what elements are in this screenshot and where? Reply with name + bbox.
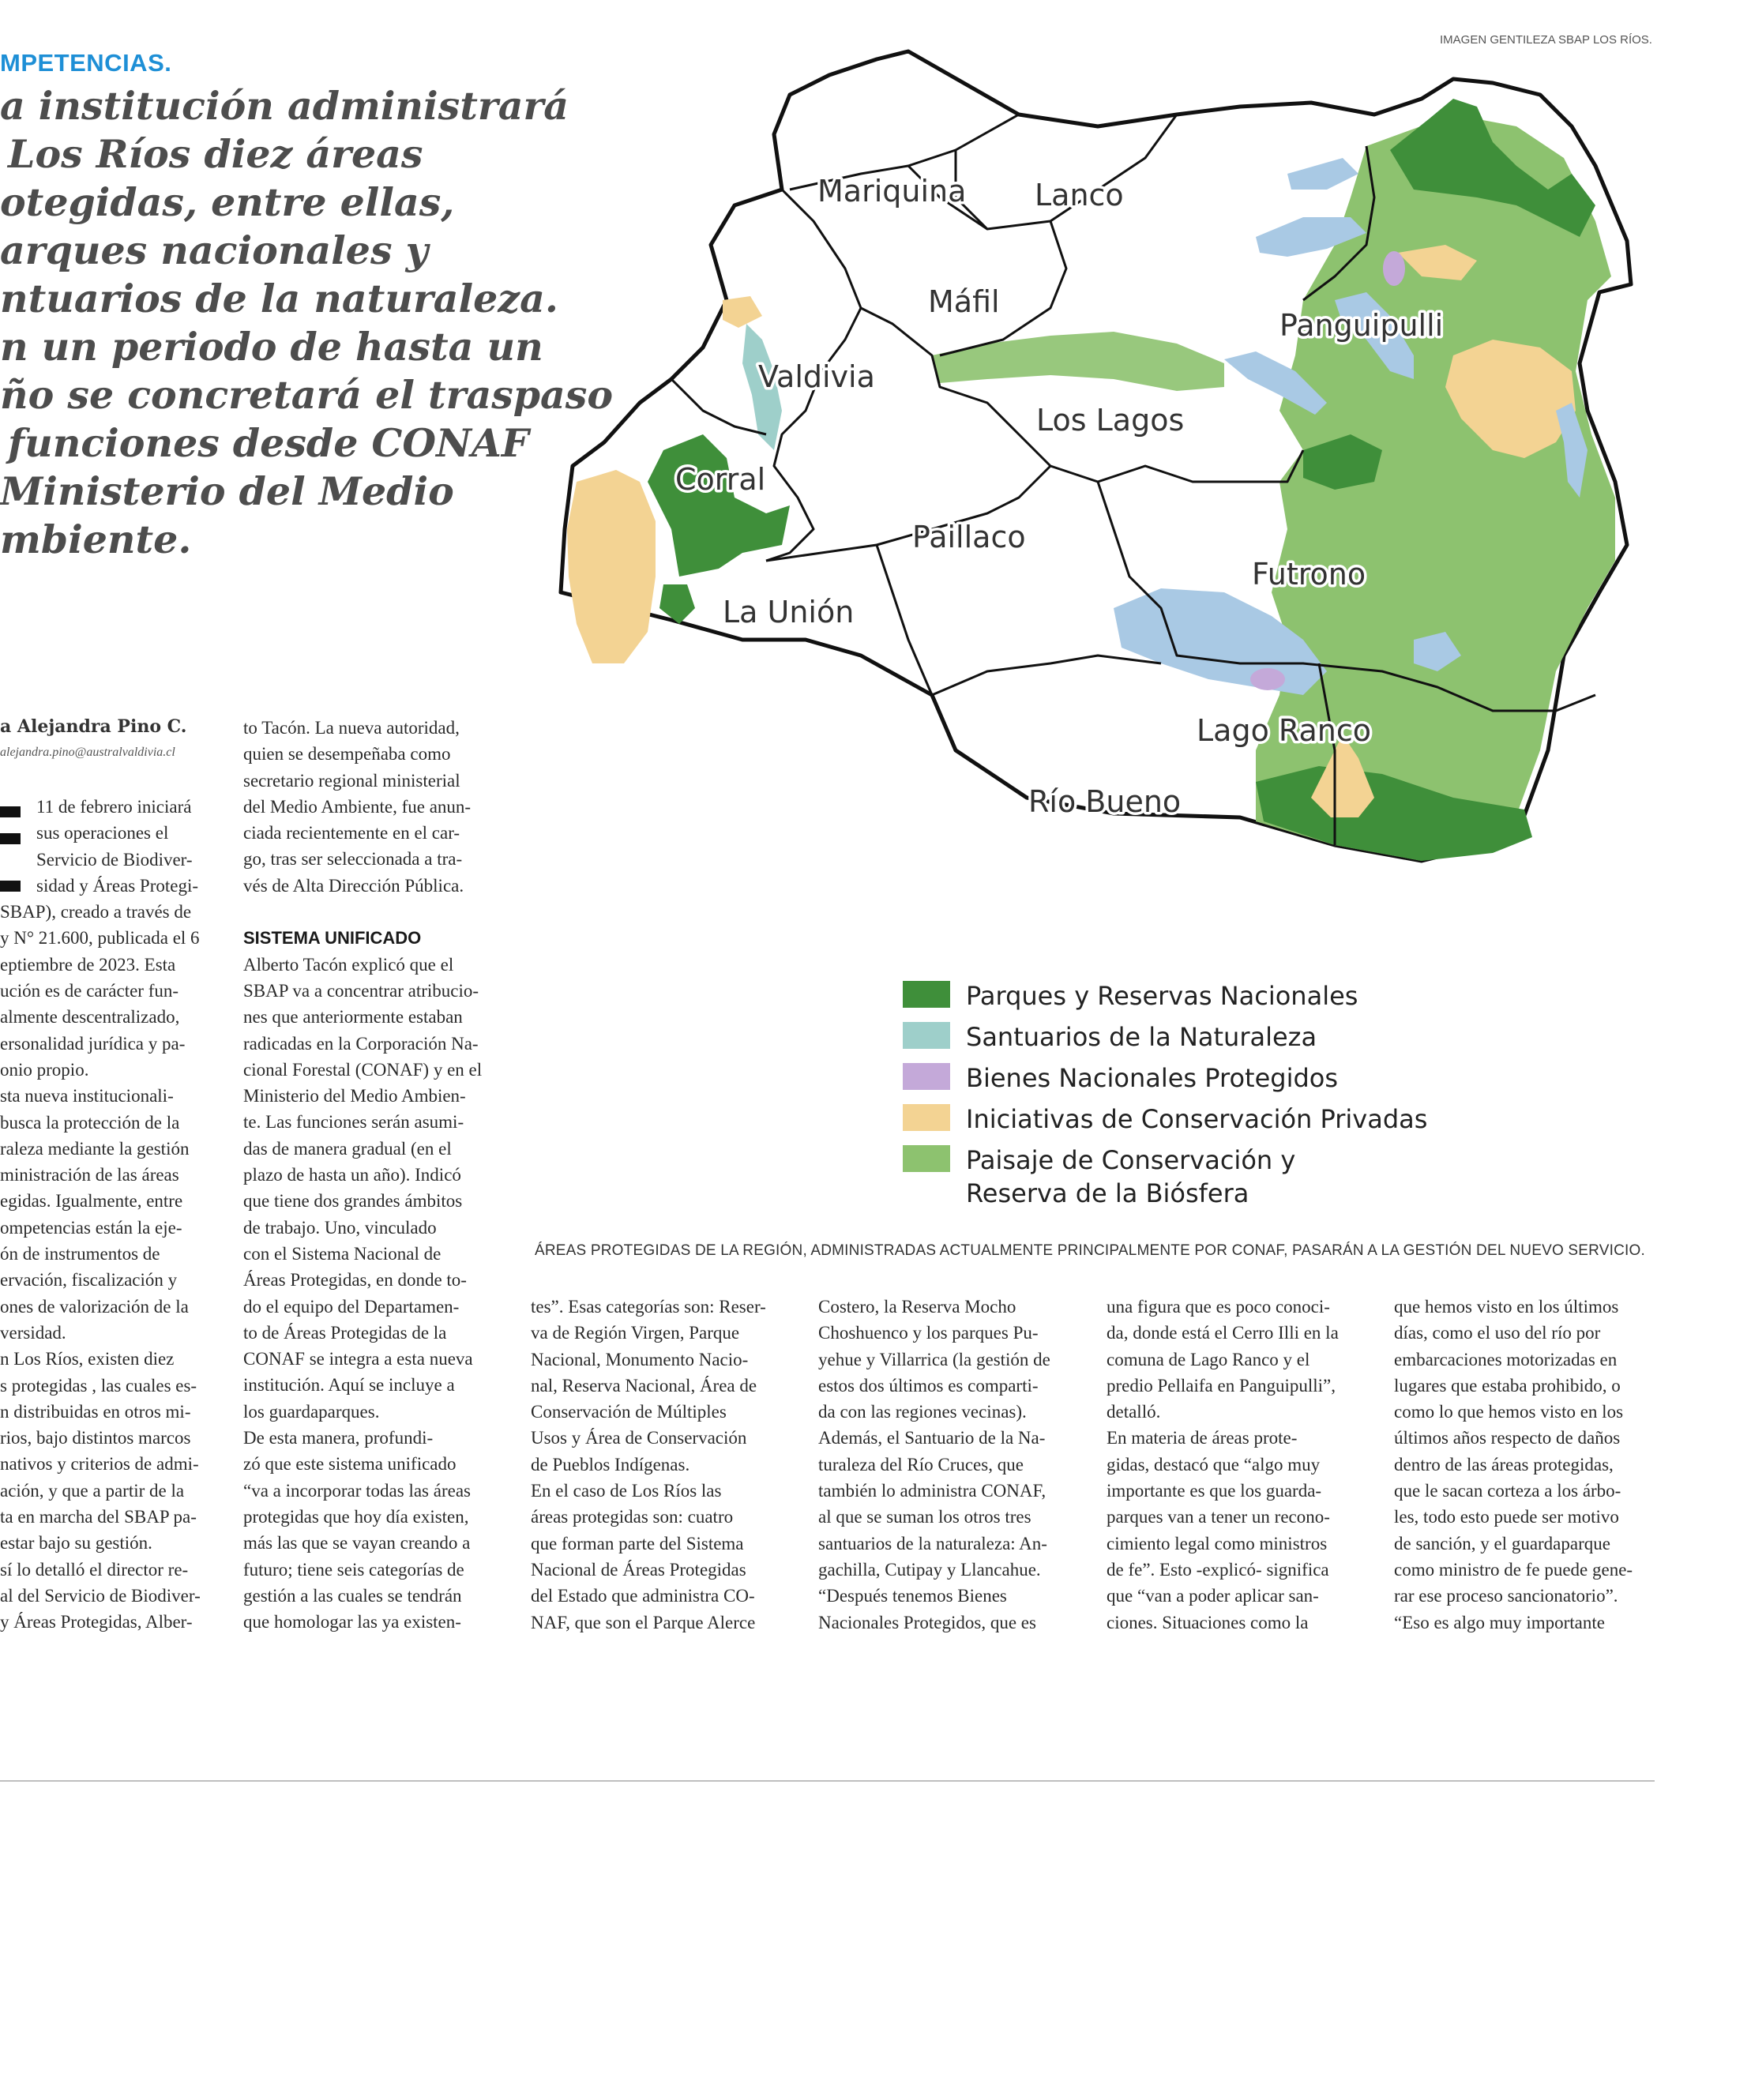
body-line: zó que este sistema unificado — [243, 1454, 457, 1475]
byline-email: alejandra.pino@australvaldivia.cl — [0, 746, 175, 759]
body-line: parques van a tener un recono- — [1107, 1507, 1330, 1527]
body-line: institución. Aquí se incluye a — [243, 1375, 455, 1396]
body-line: de trabajo. Uno, vinculado — [243, 1217, 437, 1238]
body-line: gachilla, Cutipay y Llancahue. — [818, 1559, 1041, 1580]
body-line: Choshuenco y los parques Pu- — [818, 1323, 1039, 1343]
deck-line: otegidas, entre ellas, — [0, 179, 455, 225]
body-line: onio propio. — [0, 1059, 89, 1080]
body-column-5 — [1107, 1294, 1367, 1636]
map-label-futrono: Futrono — [1252, 557, 1366, 592]
body-line: les, todo esto puede ser motivo — [1394, 1507, 1619, 1527]
body-line: al que se suman los otros tres — [818, 1507, 1031, 1527]
body-line: da, donde está el Cerro Illi en la — [1107, 1323, 1339, 1343]
body-line: n distribuidas en otros mi- — [0, 1401, 191, 1422]
body-line: de Pueblos Indígenas. — [531, 1454, 690, 1475]
body-line: CONAF se integra a esta nueva — [243, 1349, 473, 1369]
body-line: secretario regional ministerial — [243, 770, 460, 791]
legend-label: Iniciativas de Conservación Privadas — [966, 1104, 1428, 1134]
body-line: Áreas Protegidas, en donde to- — [243, 1270, 467, 1290]
legend-label: Reserva de la Biósfera — [966, 1178, 1249, 1208]
deck-line: ntuarios de la naturaleza. — [0, 276, 558, 321]
body-line: detalló. — [1107, 1402, 1161, 1422]
body-line: últimos años respecto de daños — [1394, 1428, 1621, 1448]
body-line: ón de instrumentos de — [0, 1244, 160, 1264]
legend-label: Paisaje de Conservación y — [966, 1145, 1296, 1175]
body-line: te. Las funciones serán asumi- — [243, 1112, 464, 1133]
body-line: que le sacan corteza a los árbo- — [1394, 1481, 1621, 1501]
deck — [0, 82, 614, 564]
body-line: Nacional de Áreas Protegidas — [531, 1559, 746, 1580]
map-legend — [903, 979, 1471, 1218]
body-line: que tiene dos grandes ámbitos — [243, 1191, 463, 1212]
body-line: quien se desempeñaba como — [243, 744, 451, 764]
body-line: que forman parte del Sistema — [531, 1533, 744, 1553]
map-label-rio-bueno: Río Bueno — [1028, 784, 1182, 819]
body-line: 11 de febrero iniciará — [36, 797, 192, 817]
body-line: y N° 21.600, publicada el 6 — [0, 928, 200, 949]
body-line: ación, y que a partir de la — [0, 1480, 185, 1501]
body-line: ervación, fiscalización y — [0, 1270, 178, 1290]
body-line: ones de valorización de la — [0, 1296, 189, 1317]
body-line: “va a incorporar todas las áreas — [243, 1480, 471, 1501]
body-line: go, tras ser seleccionada a tra- — [243, 849, 463, 870]
body-line: va de Región Virgen, Parque — [531, 1323, 740, 1343]
body-line: rios, bajo distintos marcos — [0, 1428, 191, 1448]
privada-corral-coast — [567, 470, 656, 663]
legend-label: Bienes Nacionales Protegidos — [966, 1063, 1339, 1093]
deck-line: arques nacionales y — [0, 227, 429, 273]
body-line: Nacional, Monumento Nacio- — [531, 1349, 749, 1369]
body-line: do el equipo del Departamen- — [243, 1296, 460, 1317]
deck-line: n un periodo de hasta un — [0, 324, 543, 370]
body-line: santuarios de la naturaleza: An- — [818, 1533, 1047, 1553]
body-line: más las que se vayan creando a — [243, 1533, 471, 1553]
body-line: SBAP), creado a través de — [0, 902, 192, 922]
body-line: predio Pellaifa en Panguipulli”, — [1107, 1375, 1336, 1396]
body-line: egidas. Igualmente, entre — [0, 1191, 183, 1212]
body-line: que hemos visto en los últimos — [1394, 1297, 1619, 1317]
body-line: nes que anteriormente estaban — [243, 1007, 463, 1027]
body-line: lugares que estaba prohibido, o — [1394, 1375, 1621, 1396]
body-line: SBAP va a concentrar atribucio- — [243, 980, 479, 1001]
body-line: que homologar las ya existen- — [243, 1612, 461, 1632]
body-line: to de Áreas Protegidas de la — [243, 1322, 447, 1343]
image-credit: IMAGEN GENTILEZA SBAP LOS RÍOS. — [1440, 33, 1652, 47]
body-line: gestión a las cuales se tendrán — [243, 1585, 462, 1606]
body-line: protegidas que hoy día existen, — [243, 1506, 469, 1527]
body-line: dentro de las áreas protegidas, — [1394, 1454, 1614, 1475]
body-line: cional Forestal (CONAF) y en el — [243, 1059, 483, 1080]
body-line: cimiento legal como ministros — [1107, 1533, 1328, 1553]
bottom-rule — [0, 1780, 1655, 1782]
body-line: sí lo detalló el director re- — [0, 1559, 189, 1580]
body-column-2 — [243, 715, 504, 1635]
body-line: ersonalidad jurídica y pa- — [0, 1033, 186, 1054]
body-line: ciones. Situaciones como la — [1107, 1612, 1309, 1632]
byline-name: a Alejandra Pino C. — [0, 716, 187, 737]
legend-swatch — [903, 1145, 950, 1172]
map-caption: ÁREAS PROTEGIDAS DE LA REGIÓN, ADMINISTRADAS ACTUALMENTE PRINCIPALMENTE POR CONAF, PASARÁN A LA GESTIÓN DEL NUEVO SERVICIO. — [535, 1242, 1645, 1259]
body-line: de sanción, y el guardaparque — [1394, 1533, 1610, 1553]
subheading: SISTEMA UNIFICADO — [243, 928, 422, 949]
deck-line: Los Ríos diez áreas — [8, 131, 423, 177]
body-line: almente descentralizado, — [0, 1007, 180, 1027]
paragraph-gap — [243, 899, 504, 925]
body-line: to Tacón. La nueva autoridad, — [243, 718, 460, 738]
legend-label: Parques y Reservas Nacionales — [966, 981, 1358, 1011]
body-line: comuna de Lago Ranco y el — [1107, 1349, 1310, 1369]
body-line: das de manera gradual (en el — [243, 1138, 452, 1159]
body-line: como lo que hemos visto en los — [1394, 1402, 1624, 1422]
body-line: busca la protección de la — [0, 1112, 180, 1133]
body-line: turaleza del Río Cruces, que — [818, 1454, 1024, 1475]
body-line: ta en marcha del SBAP pa- — [0, 1507, 197, 1527]
legend-swatch — [903, 1104, 950, 1131]
body-line: Además, el Santuario de la Na- — [818, 1428, 1046, 1448]
legend-swatch — [903, 1063, 950, 1090]
body-line: Nacionales Protegidos, que es — [818, 1612, 1036, 1632]
body-line: y Áreas Protegidas, Alber- — [0, 1612, 193, 1632]
body-line: “Eso es algo muy importante — [1394, 1612, 1605, 1632]
body-line: NAF, que son el Parque Alerce — [531, 1612, 756, 1632]
body-line: vés de Alta Dirección Pública. — [243, 875, 464, 896]
body-line: s protegidas , las cuales es- — [0, 1375, 197, 1396]
body-line: n Los Ríos, existen diez — [0, 1349, 175, 1369]
body-line: áreas protegidas son: cuatro — [531, 1507, 734, 1527]
body-line: gidas, destacó que “algo muy — [1107, 1454, 1321, 1475]
map-label-los-lagos: Los Lagos — [1036, 403, 1185, 438]
map-label-panguipulli: Panguipulli — [1279, 308, 1444, 343]
body-line: sus operaciones el — [36, 823, 169, 843]
body-line: Costero, la Reserva Mocho — [818, 1297, 1016, 1317]
bien-cerro-illi — [1250, 668, 1285, 690]
bien-pellaifa — [1383, 251, 1405, 286]
body-line: De esta manera, profundi- — [243, 1428, 434, 1448]
body-line: también lo administra CONAF, — [818, 1481, 1046, 1501]
body-line: sta nueva institucionali- — [0, 1086, 174, 1106]
body-line: raleza mediante la gestión — [0, 1138, 190, 1159]
map-label-corral: Corral — [675, 462, 766, 497]
body-line: Ministerio del Medio Ambien- — [243, 1086, 466, 1106]
map-label-mafil: Máfil — [928, 284, 1000, 319]
legend-item — [903, 1144, 1471, 1210]
body-line: que “van a poder aplicar san- — [1107, 1586, 1319, 1606]
body-line: estar bajo su gestión. — [0, 1533, 152, 1553]
body-line: radicadas en la Corporación Na- — [243, 1033, 479, 1054]
body-line: del Estado que administra CO- — [531, 1586, 755, 1606]
map-label-valdivia: Valdivia — [758, 359, 875, 394]
body-line: Servicio de Biodiver- — [36, 849, 193, 870]
legend-swatch — [903, 981, 950, 1008]
body-line: “Después tenemos Bienes — [818, 1586, 1007, 1606]
deck-line: mbiente. — [0, 517, 192, 562]
body-line: nativos y criterios de admi- — [0, 1454, 199, 1475]
body-line: Conservación de Múltiples — [531, 1402, 727, 1422]
body-line: rar ese proceso sancionatorio”. — [1394, 1586, 1618, 1606]
body-line: ompetencias están la eje- — [0, 1217, 182, 1238]
body-line: con el Sistema Nacional de — [243, 1243, 442, 1264]
legend-item — [903, 1103, 1471, 1136]
body-column-4 — [818, 1294, 1079, 1636]
body-line: del Medio Ambiente, fue anun- — [243, 796, 472, 817]
body-line: ución es de carácter fun- — [0, 981, 179, 1001]
section-label: MPETENCIAS. — [0, 49, 172, 77]
body-line: tes”. Esas categorías son: Reser- — [531, 1297, 766, 1317]
region-map — [545, 39, 1651, 932]
body-line: versidad. — [0, 1322, 66, 1343]
body-line: ministración de las áreas — [0, 1165, 179, 1185]
body-line: importante es que los guarda- — [1107, 1481, 1322, 1501]
body-column-6 — [1394, 1294, 1655, 1636]
deck-line: ño se concretará el traspaso — [0, 372, 614, 418]
body-line: al del Servicio de Biodiver- — [0, 1585, 201, 1606]
deck-line: Ministerio del Medio — [0, 468, 454, 514]
legend-label: Santuarios de la Naturaleza — [966, 1022, 1317, 1052]
body-line: una figura que es poco conoci- — [1107, 1297, 1330, 1317]
body-line: como ministro de fe puede gene- — [1394, 1559, 1633, 1580]
body-line: los guardaparques. — [243, 1401, 380, 1422]
body-line: da con las regiones vecinas). — [818, 1402, 1027, 1422]
drop-cap-mark — [0, 881, 21, 892]
map-label-la-union: La Unión — [723, 595, 855, 629]
body-line: días, como el uso del río por — [1394, 1323, 1601, 1343]
body-line: Alberto Tacón explicó que el — [243, 954, 454, 975]
legend-swatch — [903, 1022, 950, 1049]
body-column-3 — [531, 1294, 791, 1636]
map-label-paillaco: Paillaco — [912, 520, 1026, 554]
body-line: embarcaciones motorizadas en — [1394, 1349, 1618, 1369]
body-line: yehue y Villarrica (la gestión de — [818, 1349, 1050, 1369]
drop-cap-mark — [0, 833, 21, 844]
legend-item — [903, 979, 1471, 1012]
body-line: Usos y Área de Conservación — [531, 1428, 747, 1448]
legend-item — [903, 1020, 1471, 1054]
legend-item — [903, 1061, 1471, 1095]
body-line: En el caso de Los Ríos las — [531, 1481, 722, 1501]
body-line: ciada recientemente en el car- — [243, 823, 460, 843]
body-line: futuro; tiene seis categorías de — [243, 1559, 464, 1580]
body-line: estos dos últimos es comparti- — [818, 1375, 1039, 1396]
body-line: de fe”. Esto -explicó- significa — [1107, 1559, 1329, 1580]
drop-cap-mark — [0, 806, 21, 817]
map-label-lanco: Lanco — [1035, 178, 1124, 212]
body-line: plazo de hasta un año). Indicó — [243, 1165, 461, 1185]
body-line: En materia de áreas prote- — [1107, 1428, 1298, 1448]
map-label-lago-ranco: Lago Ranco — [1197, 713, 1371, 748]
deck-line: a institución administrará — [0, 83, 569, 129]
body-line: nal, Reserva Nacional, Área de — [531, 1375, 757, 1396]
map-label-mariquina: Mariquina — [817, 174, 967, 208]
deck-line: funciones desde CONAF — [8, 420, 529, 466]
body-column-1 — [0, 794, 261, 1636]
body-line: sidad y Áreas Protegi- — [36, 875, 199, 896]
body-line: eptiembre de 2023. Esta — [0, 954, 176, 975]
